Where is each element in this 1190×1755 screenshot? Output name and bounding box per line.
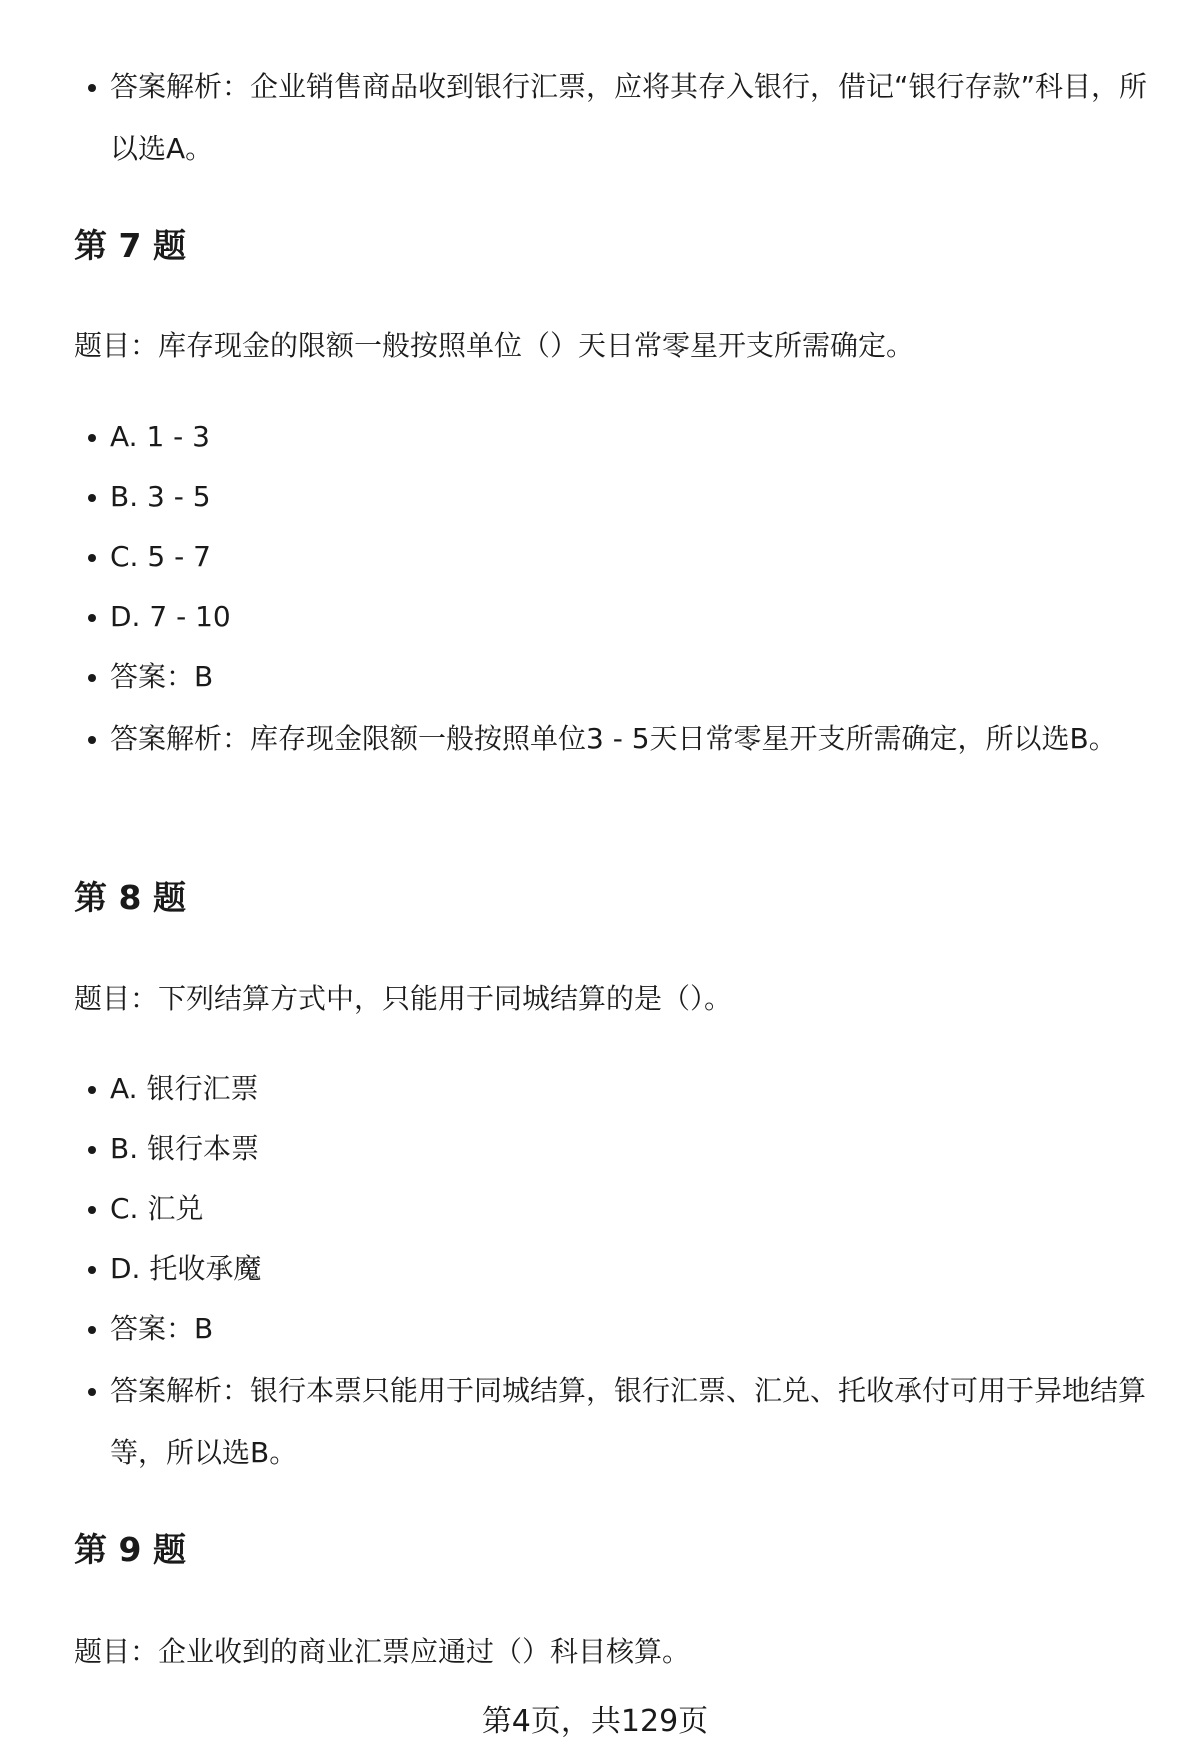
q7-stem: 题目：库存现金的限额一般按照单位（）天日常零星开支所需确定。 bbox=[74, 329, 915, 362]
q7-option-a: A. 1 - 3 bbox=[110, 406, 1160, 468]
q7-heading: 第 7 题 bbox=[74, 226, 186, 265]
q8-stem: 题目：下列结算方式中，只能用于同城结算的是（）。 bbox=[74, 982, 733, 1015]
q7-answer: 答案：B bbox=[110, 646, 1160, 708]
q7-option-b: B. 3 - 5 bbox=[110, 466, 1160, 528]
q8-option-b: B. 银行本票 bbox=[110, 1118, 1160, 1180]
q7-option-c: C. 5 - 7 bbox=[110, 526, 1160, 588]
q9-stem: 题目：企业收到的商业汇票应通过（）科目核算。 bbox=[74, 1635, 691, 1668]
q8-option-c: C. 汇兑 bbox=[110, 1178, 1160, 1240]
q8-option-a: A. 银行汇票 bbox=[110, 1058, 1160, 1120]
q8-option-d: D. 托收承魔 bbox=[110, 1238, 1160, 1300]
q8-heading: 第 8 题 bbox=[74, 878, 186, 917]
q9-heading: 第 9 题 bbox=[74, 1530, 186, 1569]
page-number: 第4页，共129页 bbox=[481, 1704, 709, 1739]
q7-analysis: 答案解析：库存现金限额一般按照单位3 - 5天日常零星开支所需确定，所以选B。 bbox=[110, 708, 1160, 770]
q8-analysis: 答案解析：银行本票只能用于同城结算，银行汇票、汇兑、托收承付可用于异地结算等，所以选B。 bbox=[110, 1360, 1160, 1484]
q7-option-d: D. 7 - 10 bbox=[110, 586, 1160, 648]
q8-answer: 答案：B bbox=[110, 1298, 1160, 1360]
q6-analysis: 答案解析：企业销售商品收到银行汇票，应将其存入银行，借记“银行存款”科目，所以选A。 bbox=[110, 56, 1160, 180]
